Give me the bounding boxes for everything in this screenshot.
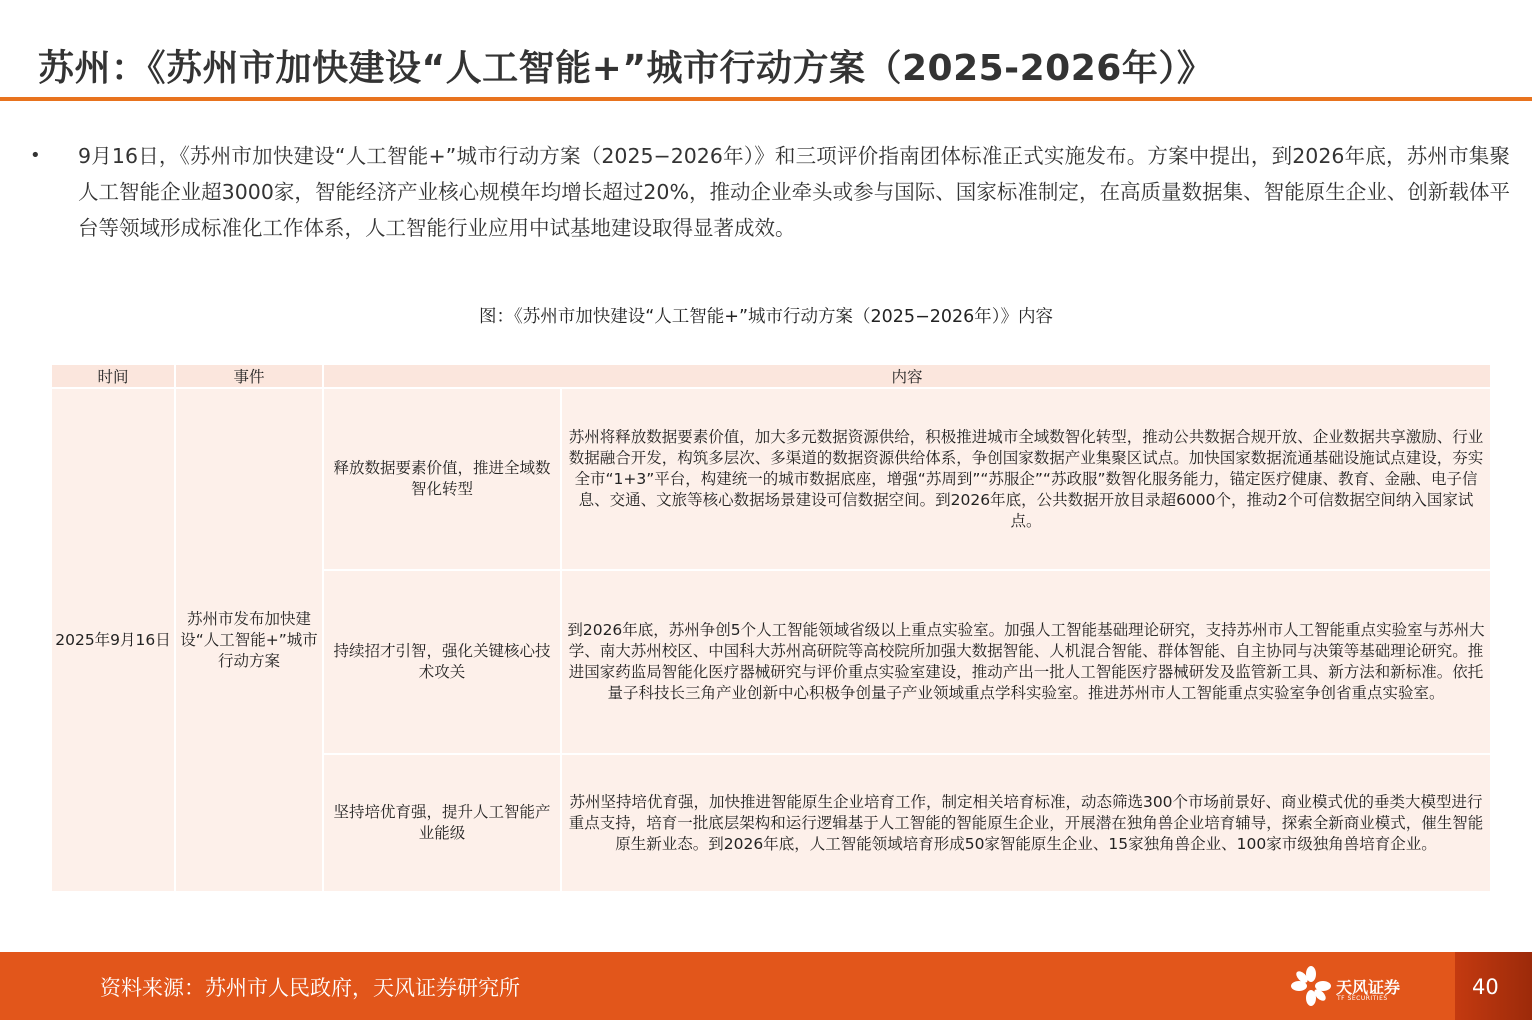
tf-securities-logo-icon xyxy=(1290,965,1332,1007)
event-cell: 苏州市发布加快建设“人工智能+”城市行动方案 xyxy=(176,389,322,891)
subject-cell: 坚持培优育强，提升人工智能产业能级 xyxy=(324,755,560,891)
summary-text: 9月16日，《苏州市加快建设“人工智能+”城市行动方案（2025−2026年）》和三项评价指南团体标准正式实施发布。方案中提出，到2026年底，苏州市集聚人工智能企业超3000家，智能经济产业核心规模年均增长超过20%，推动企业牵头或参与国际、国家标准制定，在高质量数据集、智能原生企业、创新载体平台等领域形成标准化工作体系，人工智能行业应用中试基地建设取得显著成效。 xyxy=(78,144,1510,240)
page-title: 苏州：《苏州市加快建设“人工智能+”城市行动方案（2025-2026年）》 xyxy=(38,48,1214,89)
header-content: 内容 xyxy=(324,365,1490,387)
subject-cell: 释放数据要素价值，推进全域数智化转型 xyxy=(324,389,560,569)
time-cell: 2025年9月16日 xyxy=(52,389,174,891)
detail-cell: 苏州将释放数据要素价值，加大多元数据资源供给，积极推进城市全域数智化转型，推动公共数据合规开放、企业数据共享激励、行业数据融合开发，构筑多层次、多渠道的数据资源供给体系，争创国家数据产业集聚区试点。加快国家数据流通基础设施试点建设，夯实全市“1+3”平台，构建统一的城市数据底座，增强“苏周到”“苏服企”“苏政服”数智化服务能力，锚定医疗健康、教育、金融、电子信息、交通、文旅等核心数据场景建设可信数据空间。到2026年底，公共数据开放目录超6000个，推动2个可信数据空间纳入国家试点。 xyxy=(562,389,1490,569)
table-header-row xyxy=(52,365,1490,387)
summary-bullet xyxy=(30,138,1510,246)
table-row xyxy=(52,389,1490,569)
header-event: 事件 xyxy=(176,365,322,387)
subject-cell: 持续招才引智，强化关键核心技术攻关 xyxy=(324,571,560,753)
logo-name: 天风证券 xyxy=(1336,978,1401,997)
bullet-marker: • xyxy=(30,145,41,166)
detail-cell: 到2026年底，苏州争创5个人工智能领域省级以上重点实验室。加强人工智能基础理论研究，支持苏州市人工智能重点实验室与苏州大学、南大苏州校区、中国科大苏州高研院等高校院所加强大数据智能、人机混合智能、群体智能、自主协同与决策等基础理论研究。推进国家药监局智能化医疗器械研究与评价重点实验室建设，推动产出一批人工智能医疗器械研发及监管新工具、新方法和新标准。依托量子科技长三角产业创新中心积极争创量子产业领域重点学科实验室。推进苏州市人工智能重点实验室争创省重点实验室。 xyxy=(562,571,1490,753)
logo-subtitle: TF SECURITIES xyxy=(1337,995,1388,1002)
detail-cell: 苏州坚持培优育强，加快推进智能原生企业培育工作，制定相关培育标准，动态筛选300个市场前景好、商业模式优的垂类大模型进行重点支持，培育一批底层架构和运行逻辑基于人工智能的智能原生企业，开展潜在独角兽企业培育辅导，探索全新商业模式，催生智能原生新业态。到2026年底，人工智能领域培育形成50家智能原生企业、15家独角兽企业、100家市级独角兽培育企业。 xyxy=(562,755,1490,891)
header-time: 时间 xyxy=(52,365,174,387)
title-divider xyxy=(0,97,1532,101)
plan-table xyxy=(50,363,1492,893)
page-number: 40 xyxy=(1472,975,1499,999)
source-note: 资料来源：苏州市人民政府，天风证券研究所 xyxy=(100,976,520,1000)
figure-caption: 图：《苏州市加快建设“人工智能+”城市行动方案（2025−2026年）》内容 xyxy=(478,307,1054,327)
